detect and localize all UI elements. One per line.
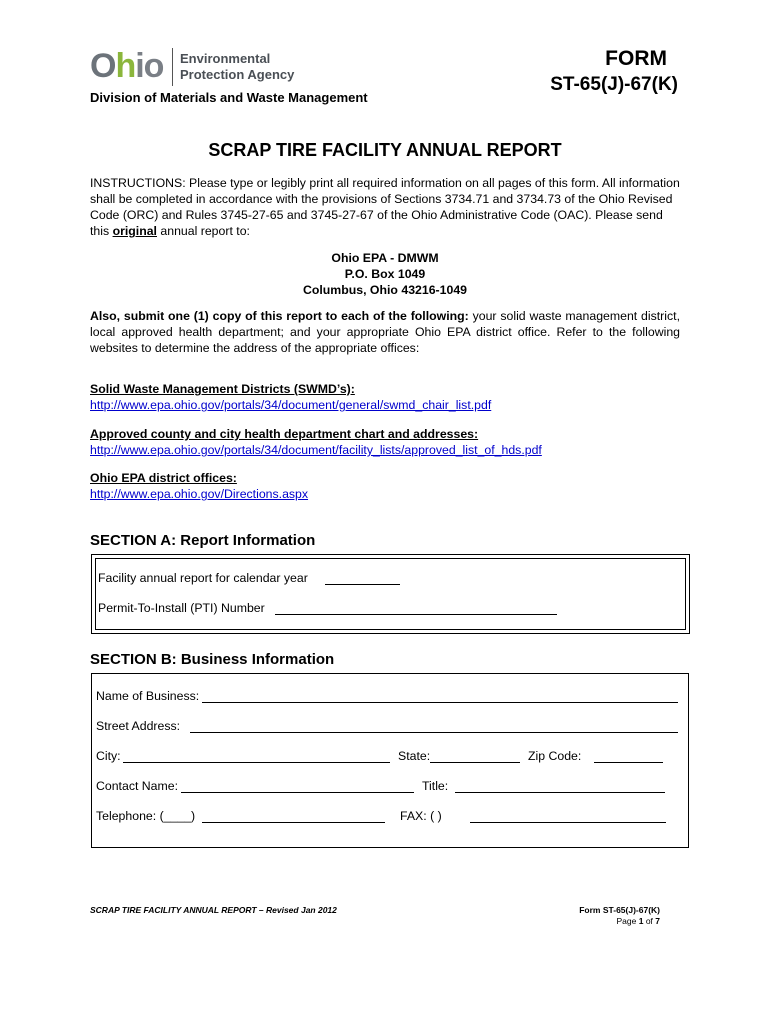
- footer-form-code: Form ST-65(J)-67(K): [579, 905, 660, 915]
- page-title: SCRAP TIRE FACILITY ANNUAL REPORT: [208, 140, 562, 160]
- address-line: P.O. Box 1049: [344, 267, 426, 281]
- business-name-field[interactable]: [202, 702, 678, 703]
- title-label: Title:: [422, 779, 449, 793]
- swmd-link[interactable]: http://www.epa.ohio.gov/portals/34/document/general/swmd_chair_list.pdf: [90, 398, 492, 412]
- section-a-heading: SECTION A: Report Information: [90, 532, 316, 549]
- health-department-link[interactable]: http://www.epa.ohio.gov/portals/34/document/facility_lists/approved_list_of_hds.pdf: [90, 443, 542, 457]
- state-label: State:: [398, 749, 431, 763]
- telephone-field[interactable]: [202, 822, 385, 823]
- state-field[interactable]: [430, 762, 520, 763]
- mailing-address: [0, 250, 770, 298]
- zip-code-field[interactable]: [594, 762, 663, 763]
- page-total: 7: [655, 916, 660, 926]
- page-indicator: Page 1 of 7: [616, 916, 660, 926]
- health-department-heading: Approved county and city health department chart and addresses:: [90, 427, 479, 441]
- ohio-epa-logo: [90, 46, 330, 88]
- business-name-label: Name of Business:: [96, 689, 200, 703]
- calendar-year-label: Facility annual report for calendar year: [98, 571, 308, 585]
- fax-field[interactable]: [470, 822, 666, 823]
- division-name: Division of Materials and Waste Management: [90, 90, 368, 105]
- telephone-label: Telephone: (____): [96, 809, 196, 823]
- agency-name-line2: Protection Agency: [180, 67, 295, 82]
- fax-label: FAX: ( ): [400, 809, 442, 823]
- contact-name-field[interactable]: [181, 792, 414, 793]
- swmd-heading: Solid Waste Management Districts (SWMD’s):: [90, 382, 355, 396]
- instructions-paragraph: INSTRUCTIONS: Please type or legibly print all required information on all pages of this form. All information shall be completed in accordance with the provisions of Sections 3734.71 and 3734.73 of the Ohio Revised Code (ORC) and Rules 3745-27-65 and 3745-27-67 of the Ohio Administrative Code (OAC). Please send this original annual report to:: [90, 176, 680, 238]
- calendar-year-field[interactable]: [325, 584, 400, 585]
- section-b-heading: SECTION B: Business Information: [90, 651, 335, 668]
- form-label: FORM: [605, 47, 667, 70]
- agency-name-line1: Environmental: [180, 51, 271, 66]
- city-field[interactable]: [123, 762, 390, 763]
- submit-copy-paragraph: Also, submit one (1) copy of this report to each of the following: your solid waste management district, local approved health department; and your appropriate Ohio EPA district office. Refer to the following websites to determine the address of the appropriate offices:: [90, 309, 680, 355]
- logo-divider: [172, 48, 173, 86]
- district-offices-link[interactable]: http://www.epa.ohio.gov/Directions.aspx: [90, 487, 309, 501]
- ohio-logo-wordmark: Ohio: [90, 47, 164, 85]
- street-address-field[interactable]: [190, 732, 678, 733]
- form-code: ST-65(J)-67(K): [550, 74, 678, 95]
- address-line: Columbus, Ohio 43216-1049: [302, 283, 467, 297]
- zip-code-label: Zip Code:: [528, 749, 582, 763]
- page-number: 1: [638, 916, 644, 926]
- district-offices-heading: Ohio EPA district offices:: [90, 471, 237, 485]
- pti-number-label: Permit-To-Install (PTI) Number: [98, 601, 265, 615]
- footer-report-title: SCRAP TIRE FACILITY ANNUAL REPORT – Revised Jan 2012: [90, 905, 337, 915]
- section-a-box: [95, 558, 686, 630]
- address-line: Ohio EPA - DMWM: [331, 251, 439, 265]
- contact-name-label: Contact Name:: [96, 779, 179, 793]
- pti-number-field[interactable]: [275, 614, 557, 615]
- street-address-label: Street Address:: [96, 719, 181, 733]
- city-label: City:: [96, 749, 121, 763]
- original-emphasis: original: [112, 224, 157, 238]
- title-field[interactable]: [455, 792, 665, 793]
- footer-page-info: [579, 905, 660, 927]
